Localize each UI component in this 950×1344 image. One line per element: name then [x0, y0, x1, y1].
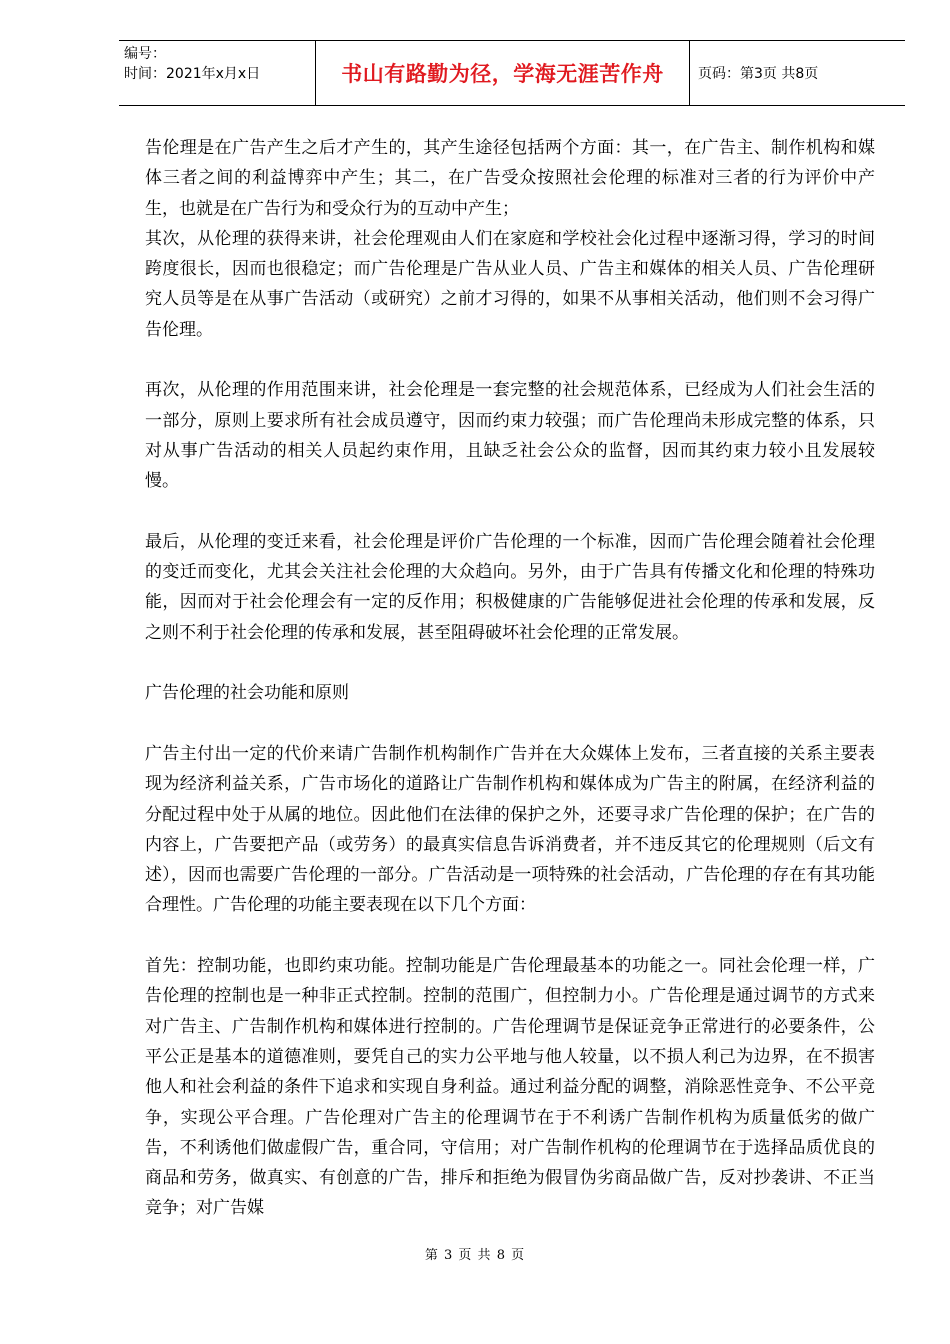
- header-meta: [119, 41, 316, 105]
- document-number-label: 编号：: [124, 46, 166, 62]
- page-header: [119, 40, 905, 106]
- document-date-label: 时间：2021年x月x日: [124, 66, 261, 82]
- paragraph-scope: 再次，从伦理的作用范围来讲，社会伦理是一套完整的社会规范体系，已经成为人们社会生活的一部分，原则上要求所有社会成员遵守，因而约束力较强；而广告伦理尚未形成完整的体系，只对从事广告活动的相关人员起约束作用，且缺乏社会公众的监督，因而其约束力较小且发展较慢。: [145, 380, 875, 492]
- paragraph-acquisition: 其次，从伦理的获得来讲，社会伦理观由人们在家庭和学校社会化过程中逐渐习得，学习的时间跨度很长，因而也很稳定；而广告伦理是广告从业人员、广告主和媒体的相关人员、广告伦理研究人员等是在从事广告活动（或研究）之前才习得的，如果不从事相关活动，他们则不会习得广告伦理。: [145, 228, 875, 340]
- document-body: [145, 133, 875, 1224]
- paragraph-control-function: 首先：控制功能，也即约束功能。控制功能是广告伦理最基本的功能之一。同社会伦理一样，广告伦理的控制也是一种非正式控制。控制的范围广，但控制力小。广告伦理是通过调节的方式来对广告主、广告制作机构和媒体进行控制的。广告伦理调节是保证竞争正常进行的必要条件，公平公正是基本的道德准则，要凭自己的实力公平地与他人较量，以不损人利己为边界，在不损害他人和社会利益的条件下追求和实现自身利益。通过利益分配的调整，消除恶性竞争、不公平竞争，实现公平合理。广告伦理对广告主的伦理调节在于不利诱广告制作机构为质量低劣的做广告，不利诱他们做虚假广告，重合同，守信用；对广告制作机构的伦理调节在于选择品质优良的商品和劳务，做真实、有创意的广告，排斥和拒绝为假冒伪劣商品做广告，反对抄袭讲、不正当竞争；对广告媒: [145, 956, 875, 1219]
- header-page-number: 页码：第3页 共8页: [698, 66, 819, 82]
- paragraph-change: 最后，从伦理的变迁来看，社会伦理是评价广告伦理的一个标准，因而广告伦理会随着社会伦理的变迁而变化，尤其会关注社会伦理的大众趋向。另外，由于广告具有传播文化和伦理的特殊功能，因而对于社会伦理会有一定的反作用；积极健康的广告能够促进社会伦理的传承和发展，反之则不利于社会伦理的传承和发展，甚至阻碍破坏社会伦理的正常发展。: [145, 531, 875, 643]
- paragraph-origin: 告伦理是在广告产生之后才产生的，其产生途径包括两个方面：其一，在广告主、制作机构和媒体三者之间的利益博弈中产生；其二，在广告受众按照社会伦理的标准对三者的行为评价中产生，也就是在广告行为和受众行为的互动中产生；: [145, 138, 875, 219]
- header-motto: 书山有路勤为径，学海无涯苦作舟: [316, 41, 690, 105]
- paragraph-function-intro: 广告主付出一定的代价来请广告制作机构制作广告并在大众媒体上发布，三者直接的关系主要表现为经济利益关系，广告市场化的道路让广告制作机构和媒体成为广告主的附属，在经济利益的分配过程中处于从属的地位。因此他们在法律的保护之外，还要寻求广告伦理的保护；在广告的内容上，广告要把产品（或劳务）的最真实信息告诉消费者，并不违反其它的伦理规则（后文有述），因而也需要广告伦理的一部分。广告活动是一项特殊的社会活动，广告伦理的存在有其功能合理性。广告伦理的功能主要表现在以下几个方面：: [145, 743, 875, 916]
- section-heading: 广告伦理的社会功能和原则: [145, 683, 349, 704]
- page-footer: 第 3 页 共 8 页: [424, 1248, 526, 1263]
